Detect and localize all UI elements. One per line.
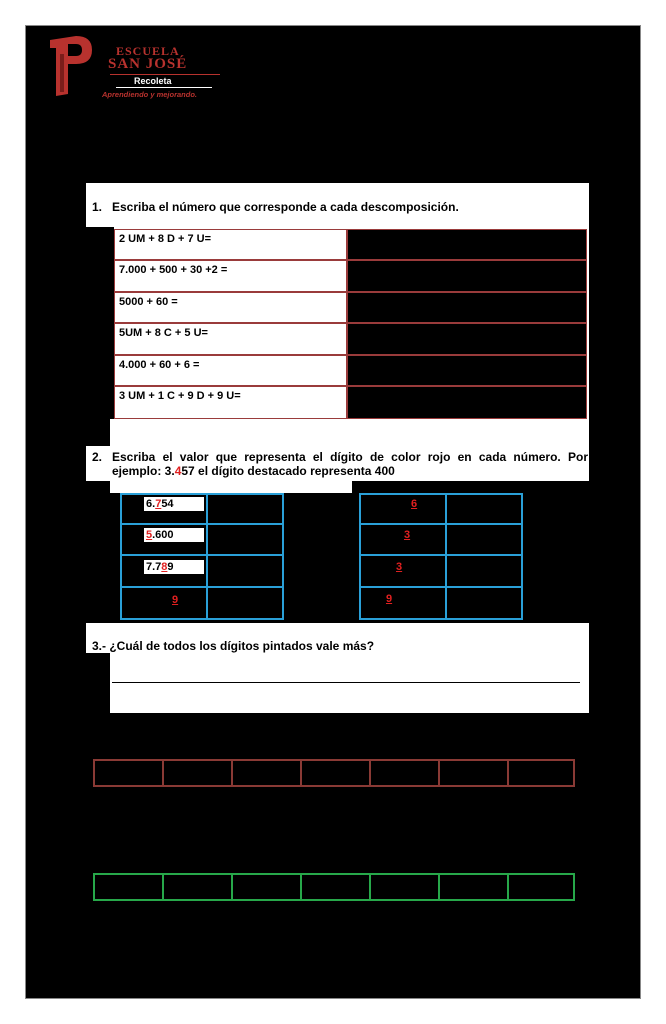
brown-strip-cell-7[interactable] — [507, 759, 575, 787]
q1-row-4: 5UM + 8 C + 5 U= — [114, 323, 347, 355]
q2-right-number-cell-1 — [359, 493, 447, 525]
q1-answer-3[interactable] — [347, 292, 587, 323]
green-strip-cell-2[interactable] — [162, 873, 233, 901]
q2-left-number-cell-4 — [120, 586, 208, 620]
q1-row-5: 4.000 + 60 + 6 = — [114, 355, 347, 386]
q1-prompt: Escriba el número que corresponde a cada descomposición. — [112, 200, 459, 214]
q2-right-number-3: 3 — [396, 561, 403, 573]
q2-left-answer-1[interactable] — [206, 493, 284, 525]
q1-row-2: 7.000 + 500 + 30 +2 = — [114, 260, 347, 292]
q2-left-answer-2[interactable] — [206, 523, 284, 556]
q2-left-number-3: 7.789 — [144, 560, 204, 574]
logo-recoleta: Recoleta — [134, 76, 172, 86]
q2-prompt-line2 — [112, 464, 395, 479]
logo-divider-2 — [116, 87, 212, 88]
q2-example-suffix: 57 el dígito destacado representa 400 — [181, 464, 395, 478]
brown-strip-cell-5[interactable] — [369, 759, 440, 787]
logo-san-jose: SAN JOSÉ — [108, 56, 188, 72]
q1-row-1: 2 UM + 8 D + 7 U= — [114, 229, 347, 260]
q2-black-notch-2 — [352, 481, 589, 493]
q3-block — [110, 623, 589, 713]
q2-left-number-4: 9 — [172, 594, 179, 606]
q2-left-number-2: 5.600 — [144, 528, 204, 542]
q2-prompt-line1: Escriba el valor que representa el dígito de color rojo en cada número. Por — [112, 450, 588, 464]
green-strip-cell-4[interactable] — [300, 873, 371, 901]
school-logo — [46, 34, 236, 114]
q1-row-6: 3 UM + 1 C + 9 D + 9 U= — [114, 386, 347, 419]
logo-escuela: ESCUELA — [116, 44, 180, 58]
logo-divider — [110, 74, 220, 75]
q2-header-tail — [110, 481, 352, 493]
q2-example-red-digit: 4 — [174, 464, 182, 478]
brown-strip-cell-6[interactable] — [438, 759, 509, 787]
q1-answer-5[interactable] — [347, 355, 587, 386]
green-strip-cell-7[interactable] — [507, 873, 575, 901]
q2-right-number-1: 6 — [411, 498, 418, 510]
q2-right-number-cell-4 — [359, 586, 447, 620]
green-strip-cell-5[interactable] — [369, 873, 440, 901]
brown-strip-cell-2[interactable] — [162, 759, 233, 787]
worksheet-page — [25, 25, 641, 999]
q1-row-3: 5000 + 60 = — [114, 292, 347, 323]
q1-answer-4[interactable] — [347, 323, 587, 355]
q2-right-answer-3[interactable] — [445, 554, 523, 588]
q2-example-prefix: ejemplo: 3. — [112, 464, 175, 478]
q2-number: 2. — [92, 450, 103, 464]
q2-left-number-1: 6.754 — [144, 497, 204, 511]
green-strip-cell-3[interactable] — [231, 873, 302, 901]
q2-right-number-2: 3 — [404, 529, 411, 541]
q3-prompt: 3.- ¿Cuál de todos los dígitos pintados vale más? — [92, 639, 375, 653]
school-crest-icon — [46, 34, 96, 98]
q2-right-number-cell-2 — [359, 523, 447, 556]
brown-strip-cell-3[interactable] — [231, 759, 302, 787]
brown-strip-cell-4[interactable] — [300, 759, 371, 787]
q3-answer-line[interactable] — [112, 682, 580, 683]
green-strip-cell-1[interactable] — [93, 873, 164, 901]
q2-right-answer-2[interactable] — [445, 523, 523, 556]
q1-answer-6[interactable] — [347, 386, 587, 419]
q2-left-answer-3[interactable] — [206, 554, 284, 588]
q1-number: 1. — [92, 200, 103, 214]
q1-answer-2[interactable] — [347, 260, 587, 292]
q2-right-answer-4[interactable] — [445, 586, 523, 620]
q2-black-notch — [86, 419, 110, 446]
brown-strip-cell-1[interactable] — [93, 759, 164, 787]
q2-right-number-4: 9 — [386, 593, 393, 605]
green-strip-cell-6[interactable] — [438, 873, 509, 901]
logo-tagline: Aprendiendo y mejorando. — [102, 90, 198, 99]
q2-left-answer-4[interactable] — [206, 586, 284, 620]
q1-answer-1[interactable] — [347, 229, 587, 260]
q2-right-answer-1[interactable] — [445, 493, 523, 525]
q2-right-number-cell-3 — [359, 554, 447, 588]
